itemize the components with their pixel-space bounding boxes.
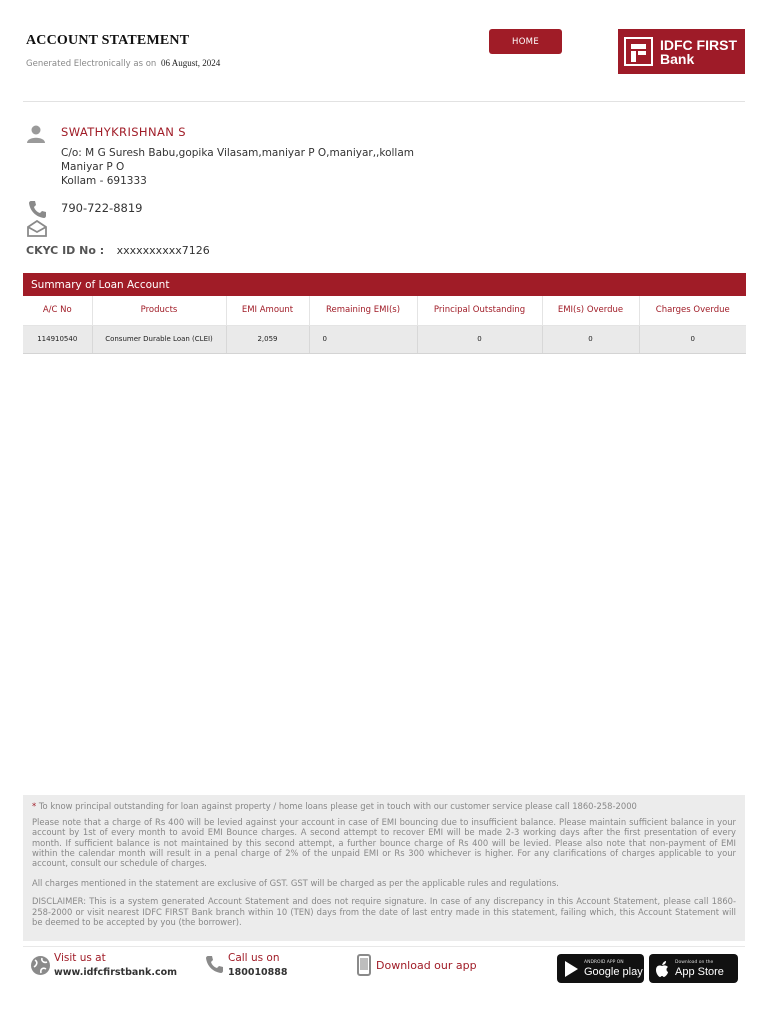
- table-header-row: [23, 296, 746, 325]
- logo-text: IDFC FIRST Bank: [660, 36, 737, 67]
- ckyc-value: xxxxxxxxxx7126: [116, 244, 210, 257]
- customer-name: SWATHYKRISHNAN S: [61, 125, 187, 139]
- column-header: EMI(s) Overdue: [542, 296, 639, 325]
- column-header: Products: [92, 296, 226, 325]
- website-link[interactable]: www.idfcfirstbank.com: [54, 967, 178, 978]
- user-icon: [26, 124, 46, 144]
- email-icon: [27, 220, 47, 237]
- address-line-2: Maniyar P O: [61, 161, 125, 173]
- column-header: EMI Amount: [226, 296, 309, 325]
- play-icon: [562, 960, 580, 978]
- mobile-icon: [357, 954, 371, 976]
- ckyc-label: CKYC ID No :: [26, 244, 105, 257]
- column-header: Remaining EMI(s): [309, 296, 417, 325]
- generated-date: 06 August, 2024: [161, 58, 221, 68]
- google-play-button[interactable]: ANDROID APP ON Google play: [557, 954, 644, 983]
- column-header: A/C No: [23, 296, 92, 325]
- logo-mark-icon: [624, 37, 653, 66]
- account-number-cell: 114910540: [23, 325, 92, 353]
- charges-overdue-cell: 0: [639, 325, 746, 353]
- address-line-1: C/o: M G Suresh Babu,gopika Vilasam,maniyar P O,maniyar,,kollam: [61, 147, 415, 159]
- generated-label: Generated Electronically as on: [26, 59, 157, 69]
- column-header: Principal Outstanding: [417, 296, 542, 325]
- column-header: Charges Overdue: [639, 296, 746, 325]
- note-gst: All charges mentioned in the statement are exclusive of GST. GST will be charged as per the applicable rules and regulations.: [32, 878, 559, 889]
- note-disclaimer: DISCLAIMER: This is a system generated Account Statement and does not require signature. In case of any discrepancy in this Account Statement, please call 1860-258-2000 or visit nearest IDFC FIRST Bank branch within 10 (TEN) days from the date of last entry made in this statement, failing which, this Account Statement will be deemed to be accepted by you (the borrower).: [32, 896, 736, 927]
- apple-icon: [654, 960, 670, 978]
- summary-heading: Summary of Loan Account: [23, 273, 746, 296]
- download-app-label: Download our app: [376, 959, 477, 972]
- address-line-3: Kollam - 691333: [61, 175, 147, 187]
- customer-phone: 790-722-8819: [61, 201, 143, 215]
- footer-divider: [23, 946, 745, 947]
- home-button[interactable]: HOME: [489, 29, 562, 54]
- customer-address: [61, 146, 414, 188]
- note-principal: * To know principal outstanding for loan against property / home loans please get in touch with our customer service please call 1860-258-2000: [32, 801, 637, 811]
- note-bounce-charges: Please note that a charge of Rs 400 will be levied against your account in case of EMI bouncing due to insufficient balance. Please maintain sufficient balance in your account by 1st of every month to avoid EMI Bounce charges. A second attempt to recover EMI will be made 2-3 working days after the first presentation of every month. If sufficient balance is not maintained by this second attempt, a further bounce charge of Rs 400 will be levied. Please also note that non-payment of EMI within the calendar month will result in a penal charge of 2% of the unpaid EMI or Rs 300 whichever is higher. For any clarifications of charges applicable to your account, consult our schedule of charges.: [32, 817, 736, 869]
- generated-info: [26, 58, 220, 69]
- header-divider: [23, 101, 745, 102]
- table-row: [23, 325, 746, 353]
- notes-panel: [23, 795, 745, 941]
- call-number[interactable]: 180010888: [228, 967, 288, 978]
- globe-icon: [30, 955, 51, 976]
- visit-label: Visit us at: [54, 952, 106, 964]
- emi-overdue-cell: 0: [542, 325, 639, 353]
- page-title: ACCOUNT STATEMENT: [26, 33, 190, 48]
- emi-amount-cell: 2,059: [226, 325, 309, 353]
- principal-outstanding-cell: 0: [417, 325, 542, 353]
- loan-summary-table: [23, 296, 746, 354]
- bank-logo[interactable]: [618, 29, 745, 74]
- handset-icon: [204, 954, 224, 974]
- ckyc-info: [26, 244, 210, 257]
- product-cell: Consumer Durable Loan (CLEI): [92, 325, 226, 353]
- app-store-button[interactable]: Download on the App Store: [649, 954, 738, 983]
- phone-icon: [27, 199, 47, 219]
- call-label: Call us on: [228, 952, 280, 964]
- remaining-emi-cell: 0: [309, 325, 417, 353]
